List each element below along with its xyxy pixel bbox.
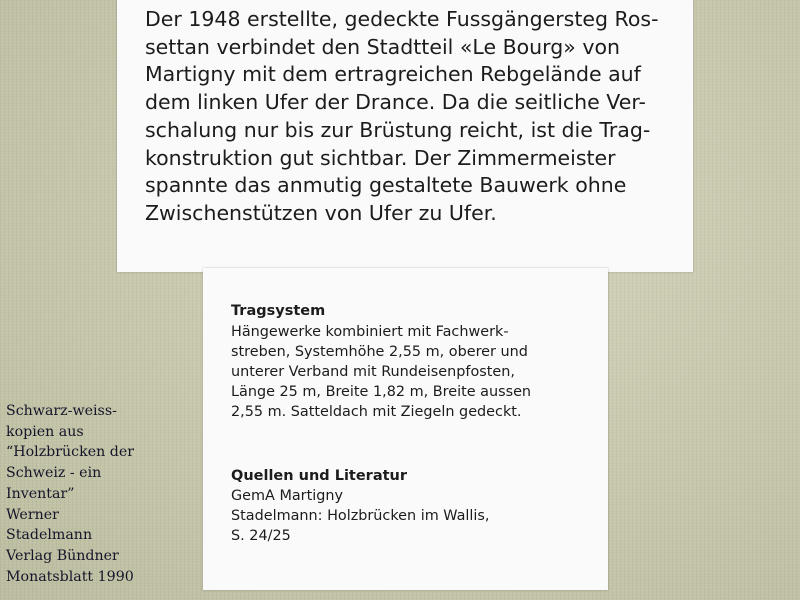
paragraph-line: Zwischenstützen von Ufer zu Ufer.	[145, 200, 497, 225]
clipping-bottom	[203, 268, 608, 590]
quellen-line: Stadelmann: Holzbrücken im Wallis,	[231, 508, 490, 524]
caption-line: kopien aus	[6, 423, 84, 440]
paragraph-line: Martigny mit dem ertragreichen Rebgelände auf	[145, 62, 641, 87]
source-caption	[6, 401, 176, 587]
paragraph-line: dem linken Ufer der Drance. Da die seitliche Ver-	[145, 90, 646, 115]
paragraph-line: settan verbindet den Stadtteil «Le Bourg» von	[145, 34, 620, 59]
caption-line: Monatsblatt 1990	[6, 568, 134, 585]
quellen-text	[231, 486, 603, 546]
paragraph-line: spannte das anmutig gestaltete Bauwerk ohne	[145, 173, 627, 198]
quellen-section	[231, 466, 603, 546]
caption-line: Werner	[6, 506, 59, 523]
tragsystem-line: unterer Verband mit Rundeisenpfosten,	[231, 364, 515, 380]
paragraph-line: konstruktion gut sichtbar. Der Zimmermeister	[145, 145, 616, 170]
paragraph-line: Der 1948 erstellte, gedeckte Fussgängersteg Ros-	[145, 7, 659, 31]
tragsystem-heading: Tragsystem	[231, 303, 326, 319]
caption-line: Schweiz - ein	[6, 465, 102, 482]
tragsystem-line: Hängewerke kombiniert mit Fachwerk-	[231, 324, 509, 340]
quellen-line: GemA Martigny	[231, 488, 344, 504]
tragsystem-section	[231, 301, 603, 422]
paragraph-line: schalung nur bis zur Brüstung reicht, ist die Trag-	[145, 117, 651, 142]
tragsystem-line: 2,55 m. Satteldach mit Ziegeln gedeckt.	[231, 404, 522, 420]
caption-line: Verlag Bündner	[6, 547, 119, 564]
caption-line: Inventar”	[6, 485, 75, 502]
caption-line: Stadelmann	[6, 527, 93, 544]
caption-line: Schwarz-weiss-	[6, 403, 117, 419]
description-paragraph	[145, 6, 685, 228]
tragsystem-line: streben, Systemhöhe 2,55 m, oberer und	[231, 344, 528, 360]
clipping-top	[117, 0, 693, 272]
quellen-heading: Quellen und Literatur	[231, 468, 408, 484]
quellen-line: S. 24/25	[231, 528, 291, 544]
caption-line: “Holzbrücken der	[6, 444, 135, 461]
tragsystem-text	[231, 322, 603, 422]
tragsystem-line: Länge 25 m, Breite 1,82 m, Breite aussen	[231, 384, 532, 400]
